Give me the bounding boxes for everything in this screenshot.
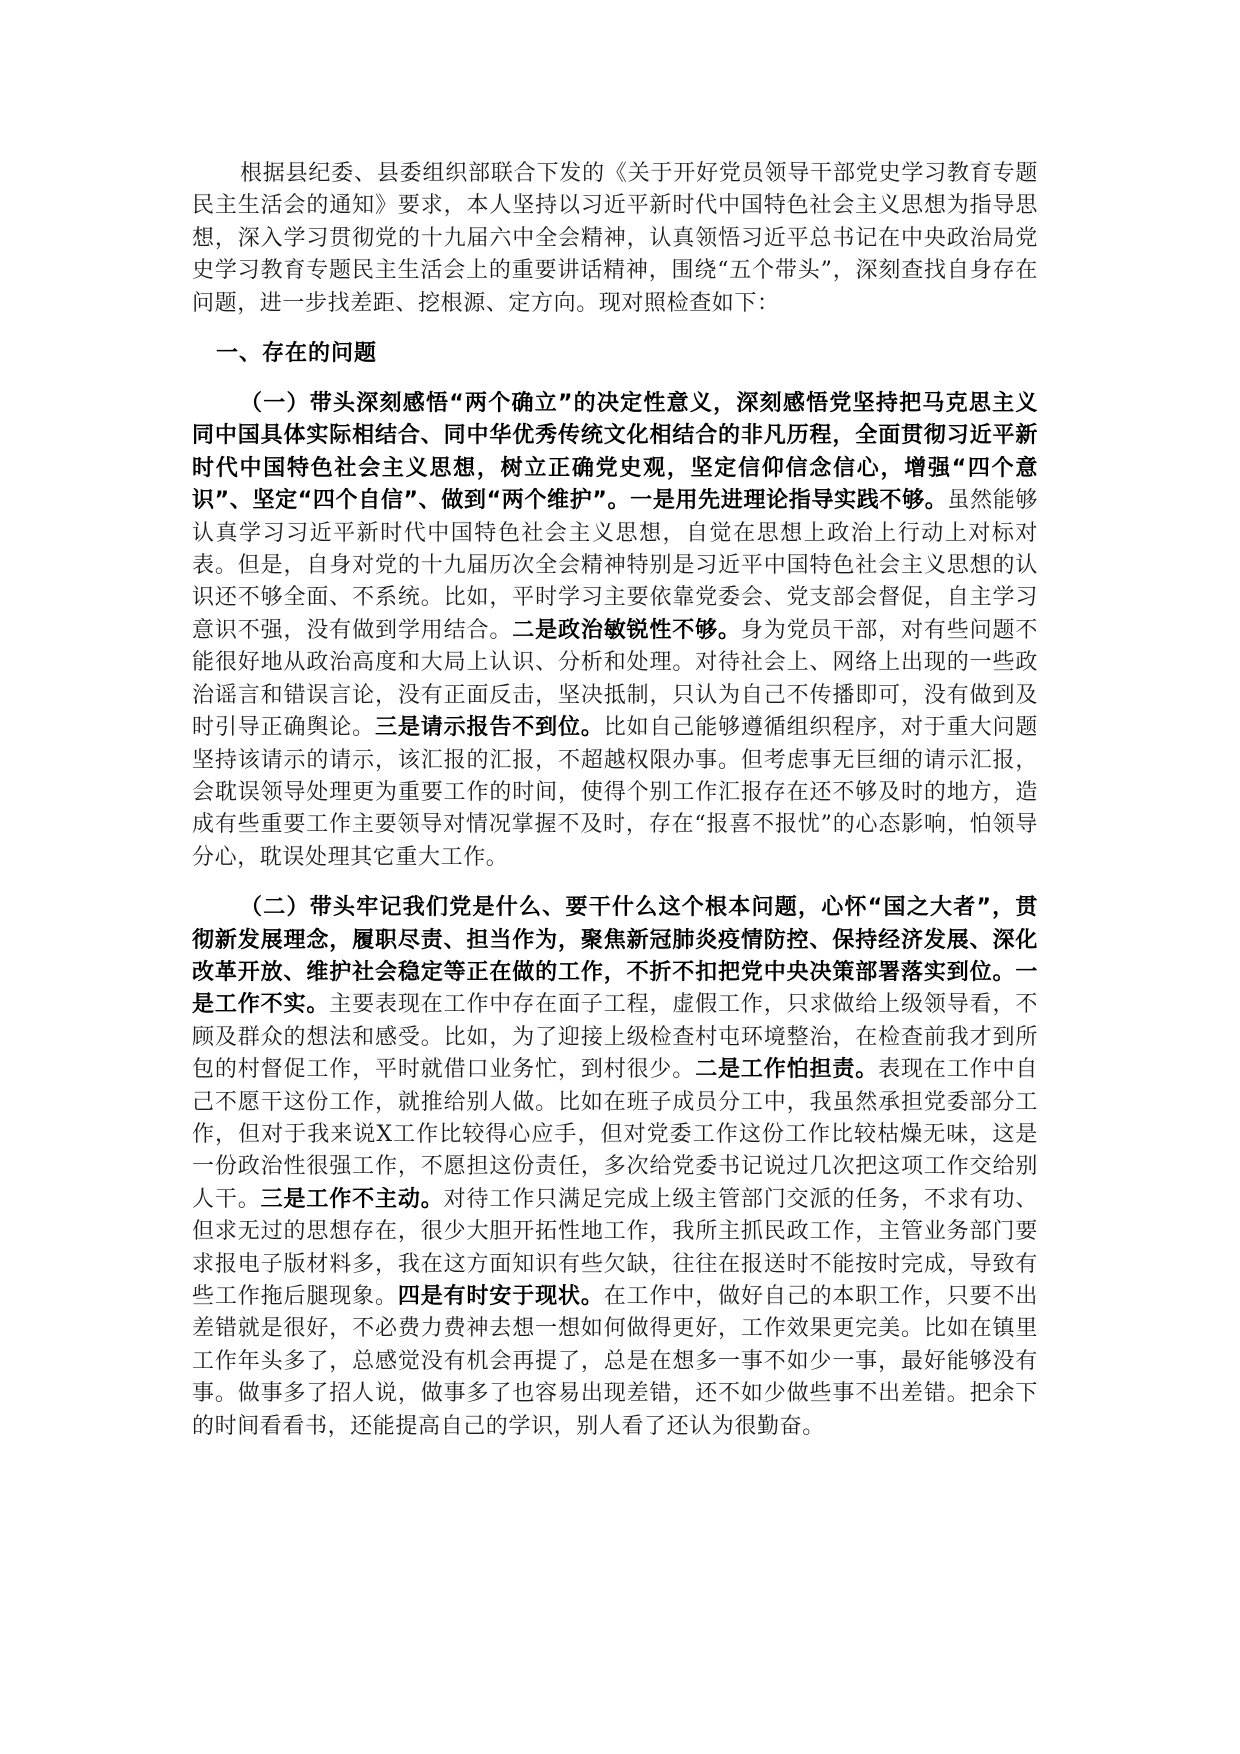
section-2-point-1-text: 主要表现在工作中存在面子工程，虚假工作，只求做给上级领导看，不顾及群众的想法和感受。比如，为了迎接上级检查村屯环境整治，在检查前我才到所包的村督促工作，平时就借口业务忙，到村很少。 <box>192 992 1038 1083</box>
section-2-point-4-text: 在工作中，做好自己的本职工作，只要不出差错就是很好，不必费力费神去想一想如何做得更好，工作效果更完美。比如在镇里工作年头多了，总感觉没有机会再提了，总是在想多一事不如少一事，最好能够没有事。做事多了招人说，做事多了也容易出现差错，还不如少做些事不出差错。把余下的时间看看书，还能提高自己的学识，别人看了还认为很勤奋。 <box>192 1284 1039 1439</box>
section-2-point-3-text: 对待工作只满足完成上级主管部门交派的任务，不求有功、但求无过的思想存在，很少大胆开拓性地工作，我所主抓民政工作，主管业务部门要求报电子版材料多，我在这方面知识有些欠缺，往往在报送时不能按时完成，导致有些工作拖后腿现象。 <box>192 1186 1038 1309</box>
section-1-point-2-text: 身为党员干部，对有些问题不能很好地从政治高度和大局上认识、分析和处理。对待社会上、网络上出现的一些政治谣言和错误言论，没有正面反击，坚决抵制，只认为自己不传播即可，没有做到及时引导正确舆论。 <box>192 617 1038 741</box>
section-2-point-2-label: 二是工作怕担责。 <box>695 1057 879 1083</box>
section-1-point-1-label: 一是用先进理论指导实践不够。 <box>630 488 948 514</box>
section-heading: 一、存在的问题 <box>216 341 378 367</box>
section-1-title: （一）带头深刻感悟“两个确立”的决定性意义，深刻感悟党坚持把马克思主义同中国具体实际相结合、同中华优秀传统文化相结合的非凡历程，全面贯彻习近平新时代中国特色社会主义思想，树立正确党史观，坚定信仰信念信心，增强“四个意识”、坚定“四个自信”、做到“两个维护”。 <box>192 391 1038 514</box>
section-1-paragraph <box>192 388 1038 874</box>
document-page <box>192 158 1038 1443</box>
section-1-point-3-label: 三是请示报告不到位。 <box>374 715 604 741</box>
paragraph-spacer <box>192 874 1038 892</box>
section-2-paragraph <box>192 892 1038 1443</box>
section-2-point-1-label: 一是工作不实。 <box>192 959 1038 1018</box>
section-2-point-4-label: 四是有时安于现状。 <box>397 1284 604 1309</box>
section-1-point-3-text: 比如自己能够遵循组织程序，对于重大问题坚持该请示的请示，该汇报的汇报，不超越权限办事。但考虑事无巨细的请示汇报，会耽误领导处理更为重要工作的时间，使得个别工作汇报存在还不够及时的地方，造成有些重要工作主要领导对情况掌握不及时，存在“报喜不报忧”的心态影响，怕领导分心，耽误处理其它重大工作。 <box>192 715 1038 870</box>
section-2-point-3-label: 三是工作不主动。 <box>260 1186 444 1212</box>
section-1-point-2-label: 二是政治敏锐性不够。 <box>512 617 741 643</box>
section-2-title: （二）带头牢记我们党是什么、要干什么这个根本问题，心怀“国之大者”，贯彻新发展理念，履职尽责、担当作为，聚焦新冠肺炎疫情防控、保持经济发展、深化改革开放、维护社会稳定等正在做的工作，不折不扣把党中央决策部署落实到位。 <box>192 895 1038 985</box>
intro-paragraph: 根据县纪委、县委组织部联合下发的《关于开好党员领导干部党史学习教育专题民主生活会的通知》要求，本人坚持以习近平新时代中国特色社会主义思想为指导思想，深入学习贯彻党的十九届六中全会精神，认真领悟习近平总书记在中央政治局党史学习教育专题民主生活会上的重要讲话精神，围绕“五个带头”，深刻查找自身存在问题，进一步找差距、挖根源、定方向。现对照检查如下： <box>192 161 1038 316</box>
section-1-point-1-text: 虽然能够认真学习习近平新时代中国特色社会主义思想，自觉在思想上政治上行动上对标对表。但是，自身对党的十九届历次全会精神特别是习近平中国特色社会主义思想的认识还不够全面、不系统。比如，平时学习主要依靠党委会、党支部会督促，自主学习意识不强，没有做到学用结合。 <box>192 488 1039 643</box>
section-2-point-2-text: 表现在工作中自己不愿干这份工作，就推给别人做。比如在班子成员分工中，我虽然承担党委部分工作，但对于我来说X工作比较得心应手，但对党委工作这份工作比较枯燥无味，这是一份政治性很强工作，不愿担这份责任，多次给党委书记说过几次把这项工作交给别人干。 <box>192 1057 1039 1212</box>
